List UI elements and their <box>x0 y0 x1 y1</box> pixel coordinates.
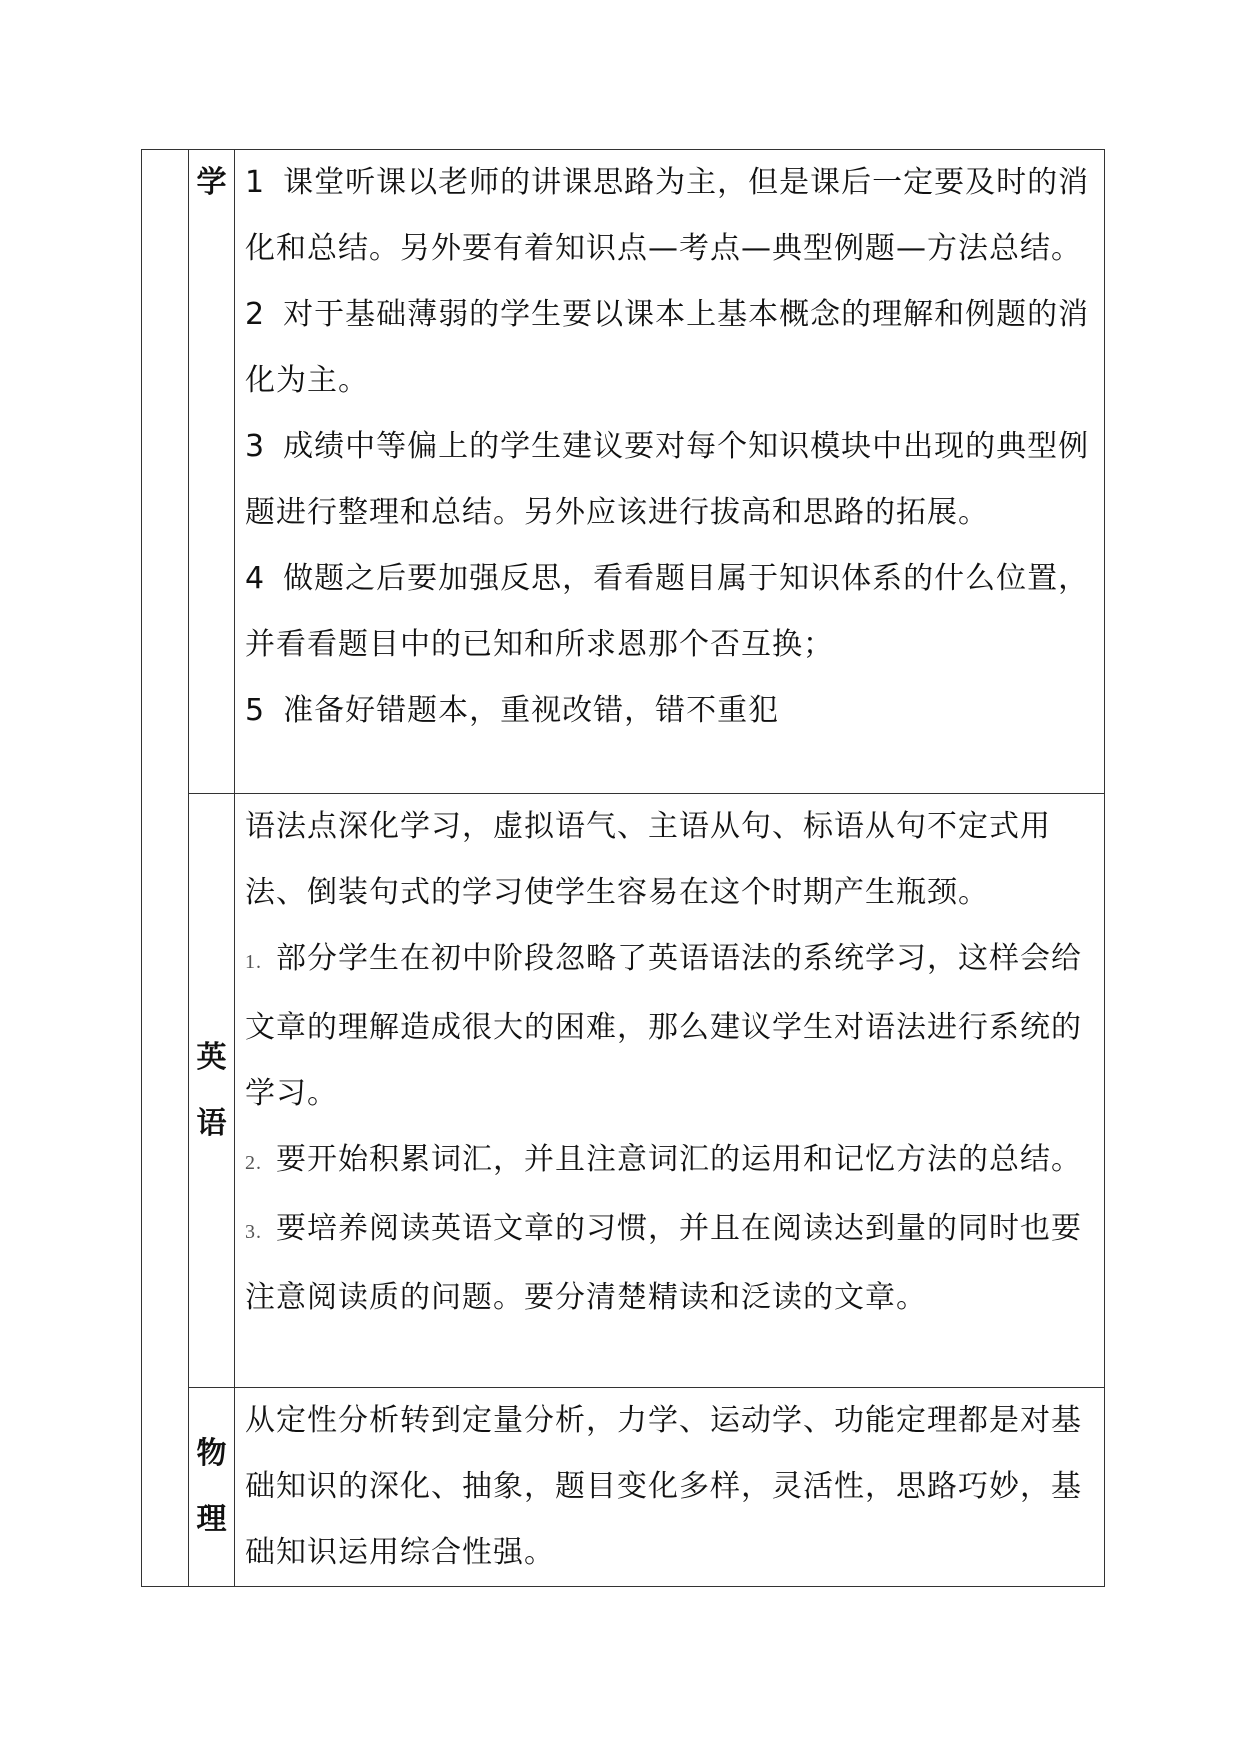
english-item-text: 部分学生在初中阶段忽略了英语语法的系统学习，这样会给文章的理解造成很大的困难，那么建议学生对语法进行系统的学习。 <box>245 941 1082 1111</box>
english-subject-cell <box>189 794 235 1388</box>
math-item-num: 2 <box>245 297 266 332</box>
english-subject-char: 英 <box>196 1039 227 1075</box>
math-item-text: 准备好错题本，重视改错，错不重犯 <box>283 693 780 728</box>
english-item-text: 要开始积累词汇，并且注意词汇的运用和记忆方法的总结。 <box>276 1142 1082 1177</box>
math-subject-label: 学 <box>196 165 227 200</box>
math-item-text: 成绩中等偏上的学生建议要对每个知识模块中出现的典型例题进行整理和总结。另外应该进行拔高和思路的拓展。 <box>245 429 1090 530</box>
english-item-2 <box>245 1127 1094 1196</box>
physics-row <box>142 1388 1105 1587</box>
math-item-num: 4 <box>245 561 266 596</box>
physics-content-cell <box>235 1388 1105 1587</box>
english-row <box>142 794 1105 1388</box>
math-item-3 <box>245 414 1094 546</box>
math-content-cell <box>235 150 1105 794</box>
english-item-3 <box>245 1196 1094 1331</box>
math-item-2 <box>245 282 1094 414</box>
math-item-text: 做题之后要加强反思，看看题目属于知识体系的什么位置，并看看题目中的已知和所求恩那个否互换； <box>245 561 1090 662</box>
math-item-4 <box>245 546 1094 678</box>
english-subject-char: 语 <box>196 1105 227 1141</box>
english-item-num: 2. <box>245 1152 262 1174</box>
physics-text: 从定性分析转到定量分析，力学、运动学、功能定理都是对基础知识的深化、抽象，题目变化多样，灵活性，思路巧妙，基础知识运用综合性强。 <box>245 1403 1082 1570</box>
english-item-1 <box>245 926 1094 1127</box>
math-item-text: 课堂听课以老师的讲课思路为主，但是课后一定要及时的消化和总结。另外要有着知识点—考点—典型例题—方法总结。 <box>245 165 1090 266</box>
math-row <box>142 150 1105 794</box>
math-item-num: 5 <box>245 693 266 728</box>
math-subject-cell <box>189 150 235 794</box>
english-content-cell <box>235 794 1105 1388</box>
english-item-text: 要培养阅读英语文章的习惯，并且在阅读达到量的同时也要注意阅读质的问题。要分清楚精读和泛读的文章。 <box>245 1211 1082 1315</box>
english-item-num: 1. <box>245 951 262 973</box>
english-intro: 语法点深化学习，虚拟语气、主语从句、标语从句不定式用法、倒装句式的学习使学生容易在这个时期产生瓶颈。 <box>245 809 1051 910</box>
math-item-5 <box>245 678 1094 744</box>
math-item-1 <box>245 150 1094 282</box>
math-item-num: 1 <box>245 165 266 200</box>
english-item-num: 3. <box>245 1221 262 1243</box>
left-margin-cell <box>142 150 189 1587</box>
physics-subject-char: 理 <box>196 1502 227 1537</box>
physics-subject-cell <box>189 1388 235 1587</box>
physics-subject-char: 物 <box>196 1436 227 1471</box>
math-item-num: 3 <box>245 429 266 464</box>
math-item-text: 对于基础薄弱的学生要以课本上基本概念的理解和例题的消化为主。 <box>245 297 1090 398</box>
subject-table <box>141 149 1105 1587</box>
